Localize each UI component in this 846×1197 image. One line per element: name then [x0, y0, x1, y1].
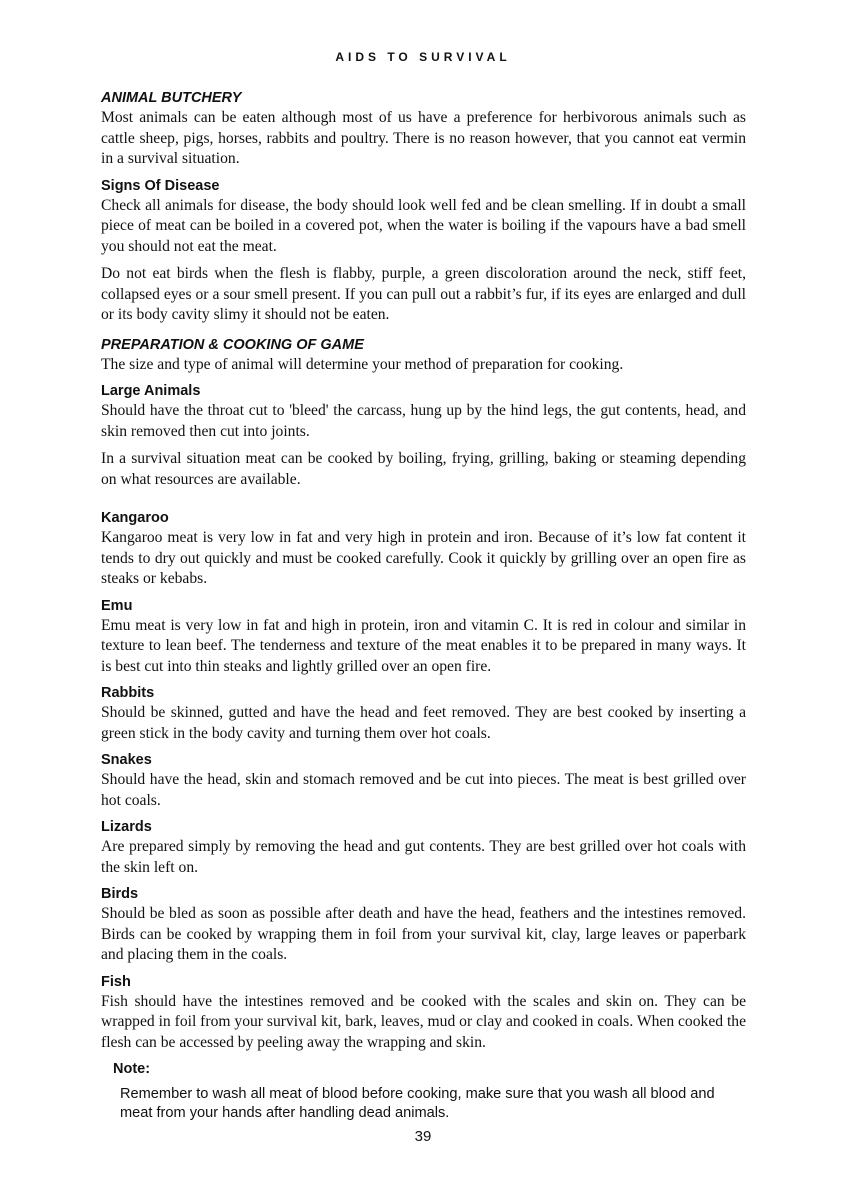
page-content	[101, 89, 746, 1123]
subheading-kangaroo: Kangaroo	[101, 510, 169, 526]
section-title-preparation: PREPARATION & COOKING OF GAME	[101, 336, 364, 353]
kangaroo-paragraph: Kangaroo meat is very low in fat and very high in protein and iron. Because of it’s low fat content it tends to dry out quickly and must be cooked carefully. Cook it quickly by grilling over an open fire as steaks or kebabs.	[101, 529, 746, 587]
subheading-signs-of-disease: Signs Of Disease	[101, 177, 220, 194]
snakes-paragraph: Should have the head, skin and stomach removed and be cut into pieces. The meat is best grilled over hot coals.	[101, 771, 746, 809]
note-label: Note:	[113, 1061, 151, 1077]
large-animals-paragraph-1: Should have the throat cut to 'bleed' the carcass, hung up by the hind legs, the gut contents, head, and skin removed then cut into joints.	[101, 402, 746, 440]
fish-paragraph: Fish should have the intestines removed and be cooked with the scales and skin on. They can be wrapped in foil from your survival kit, bark, leaves, mud or clay and cooked in coals. When cooked the flesh can be accessed by peeling away the wrapping and skin.	[101, 992, 746, 1051]
lizards-paragraph: Are prepared simply by removing the head and gut contents. They are best grilled over hot coals with the skin left on.	[101, 838, 746, 876]
subheading-rabbits: Rabbits	[101, 685, 155, 701]
birds-paragraph: Should be bled as soon as possible after death and have the head, feathers and the intestines removed. Birds can be cooked by wrapping them in foil from your survival kit, clay, large leaves or paperbark and placing them in the coals.	[101, 905, 746, 963]
section-title-animal-butchery: ANIMAL BUTCHERY	[101, 90, 242, 106]
subheading-snakes: Snakes	[101, 752, 152, 768]
rabbits-paragraph: Should be skinned, gutted and have the head and feet removed. They are best cooked by inserting a green stick in the body cavity and turning them over hot coals.	[101, 704, 746, 742]
disease-paragraph-1: Check all animals for disease, the body should look well fed and be clean smelling. If in doubt a small piece of meat can be boiled in a covered pot, when the water is boiling if the vapours have a bad smell you should not eat the meat.	[101, 196, 746, 255]
subheading-lizards: Lizards	[101, 819, 152, 835]
large-animals-paragraph-2: In a survival situation meat can be cooked by boiling, frying, grilling, baking or steaming depending on what resources are available.	[101, 450, 746, 488]
running-header: AIDS TO SURVIVAL	[335, 50, 511, 64]
preparation-intro: The size and type of animal will determine your method of preparation for cooking.	[101, 355, 624, 373]
subheading-fish: Fish	[101, 973, 131, 990]
page-number: 39	[414, 1128, 432, 1145]
subheading-emu: Emu	[101, 597, 133, 614]
subheading-birds: Birds	[101, 886, 139, 902]
butchery-intro: Most animals can be eaten although most of us have a preference for herbivorous animals such as cattle sheep, pigs, horses, rabbits and poultry. There is no reason however, that you cannot eat vermin in a survival situation.	[101, 109, 746, 167]
disease-paragraph-2: Do not eat birds when the flesh is flabby, purple, a green discoloration around the neck, stiff feet, collapsed eyes or a sour smell present. If you can pull out a rabbit’s fur, if its eyes are enlarged and dull or its body cavity slimy it should not be eaten.	[101, 265, 746, 323]
emu-paragraph: Emu meat is very low in fat and high in protein, iron and vitamin C. It is red in colour and similar in texture to lean beef. The tenderness and texture of the meat enables it to be prepared in many ways. It is best cut into thin steaks and lightly grilled over an open fire.	[101, 616, 746, 675]
note-text: Remember to wash all meat of blood before cooking, make sure that you wash all blood and meat from your hands after handling dead animals.	[120, 1086, 715, 1121]
subheading-large-animals: Large Animals	[101, 383, 201, 399]
